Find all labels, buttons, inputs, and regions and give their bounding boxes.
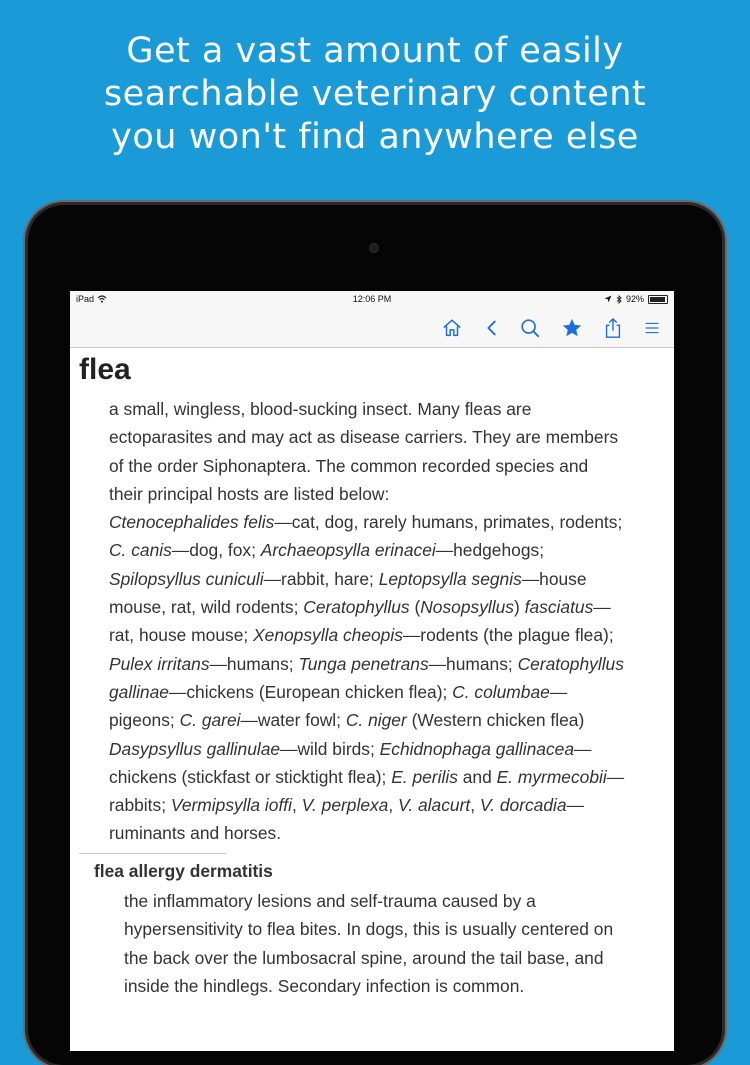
species-name: fasciatus xyxy=(524,597,594,618)
text-run: , xyxy=(388,795,399,816)
text-run: ruminants and horses. xyxy=(109,823,282,844)
species-name: C. columbae xyxy=(452,681,550,702)
text-run: —wild birds; xyxy=(280,738,380,759)
species-name: E. perilis xyxy=(391,766,458,787)
text-run: —chickens (European chicken flea); xyxy=(168,681,453,702)
text-run: mouse, rat, wild rodents; xyxy=(109,597,304,618)
menu-icon xyxy=(641,317,663,339)
entry-definition xyxy=(109,395,669,848)
status-bar xyxy=(70,291,674,308)
species-name: Archaeopsylla erinacei xyxy=(260,540,436,561)
entry-line xyxy=(109,763,669,791)
entry-line xyxy=(109,819,669,847)
text-run: —dog, fox; xyxy=(171,540,261,561)
text-run: chickens (stickfast or sticktight flea); xyxy=(109,766,392,787)
species-name: V. perplexa xyxy=(301,795,389,816)
home-icon xyxy=(441,317,463,339)
device-label: iPad xyxy=(76,294,95,304)
text-run: ectoparasites and may act as disease carriers. They are members xyxy=(109,427,619,448)
text-run: , xyxy=(292,795,302,816)
section-divider xyxy=(79,853,226,854)
species-name: V. dorcadia xyxy=(479,795,567,816)
text-run: — xyxy=(606,766,625,787)
species-name: Dasypsyllus gallinulae xyxy=(109,738,281,759)
entry-line xyxy=(109,395,669,423)
subentry-definition xyxy=(124,887,669,1000)
text-run: the back over the lumbosacral spine, around the tail base, and xyxy=(124,947,604,968)
search-icon xyxy=(519,317,541,339)
subentry-line xyxy=(124,972,669,1000)
text-run: —hedgehogs; xyxy=(435,540,545,561)
subentry-line xyxy=(124,944,669,972)
entry-line xyxy=(109,423,669,451)
species-name: Vermipsylla ioffi xyxy=(170,795,292,816)
text-run: and xyxy=(457,766,497,787)
species-name: E. myrmecobii xyxy=(496,766,607,787)
text-run: —rodents (the plague flea); xyxy=(402,625,614,646)
entry-line xyxy=(109,452,669,480)
text-run: ( xyxy=(409,597,421,618)
entry-title: flea xyxy=(79,353,131,386)
species-name: C. canis xyxy=(109,540,172,561)
species-name: C. niger xyxy=(345,710,407,731)
species-name: Echidnophaga gallinacea xyxy=(379,738,575,759)
species-name: Ceratophyllus xyxy=(517,653,624,674)
text-run: rat, house mouse; xyxy=(109,625,254,646)
text-run: a small, wingless, blood-sucking insect. Many fleas are xyxy=(109,399,532,419)
share-icon xyxy=(602,317,624,339)
text-run: —humans; xyxy=(209,653,299,674)
text-run: hypersensitivity to flea bites. In dogs, this is usually centered on xyxy=(124,919,614,940)
home-button[interactable] xyxy=(440,316,464,340)
text-run: (Western chicken flea) xyxy=(406,710,585,731)
text-run: —water fowl; xyxy=(240,710,346,731)
entry-line xyxy=(109,508,669,536)
species-name: Ceratophyllus xyxy=(303,597,410,618)
species-name: Xenopsylla cheopis xyxy=(253,625,403,646)
text-run: — xyxy=(566,795,584,816)
subentry-line xyxy=(124,915,669,943)
text-run: their principal hosts are listed below: xyxy=(109,483,390,504)
species-name: Leptopsylla segnis xyxy=(378,568,522,589)
entry-line xyxy=(109,735,669,763)
text-run: rabbits; xyxy=(109,795,171,816)
text-run: —cat, dog, rarely humans, primates, rodents; xyxy=(274,512,623,533)
ipad-frame xyxy=(28,205,722,1065)
text-run: ) xyxy=(514,597,525,618)
back-icon xyxy=(481,317,503,339)
headline-line-3: you won't find anywhere else xyxy=(111,117,639,157)
species-name: Tunga penetrans xyxy=(298,653,429,674)
status-right xyxy=(604,294,668,304)
location-icon xyxy=(604,295,612,303)
favorite-button[interactable] xyxy=(560,316,584,340)
entry-line xyxy=(109,536,669,564)
headline-line-2: searchable veterinary content xyxy=(103,74,647,114)
back-button[interactable] xyxy=(480,316,504,340)
entry-line xyxy=(109,678,669,706)
entry-line xyxy=(109,480,669,508)
menu-button[interactable] xyxy=(640,316,664,340)
toolbar xyxy=(70,308,674,348)
entry-line xyxy=(109,650,669,678)
species-name: Nosopsyllus xyxy=(420,597,515,618)
text-run: inside the hindlegs. Secondary infection is common. xyxy=(124,975,525,996)
entry-line xyxy=(109,565,669,593)
star-icon xyxy=(561,317,583,339)
text-run: —rabbit, hare; xyxy=(263,568,379,589)
species-name: Pulex irritans xyxy=(109,653,210,674)
text-run: —humans; xyxy=(428,653,518,674)
subentry-title[interactable]: flea allergy dermatitis xyxy=(94,861,273,881)
text-run: —house xyxy=(521,568,587,589)
species-name: V. alacurt xyxy=(398,795,471,816)
camera-icon xyxy=(369,243,379,253)
species-name: Ctenocephalides felis xyxy=(109,512,275,533)
battery-percent: 92% xyxy=(625,294,644,304)
entry-line xyxy=(109,593,669,621)
text-run: pigeons; xyxy=(109,710,180,731)
headline-line-1: Get a vast amount of easily xyxy=(126,31,624,71)
promo-headline xyxy=(0,30,750,159)
text-run: , xyxy=(470,795,480,816)
share-button[interactable] xyxy=(601,316,625,340)
battery-fill xyxy=(650,297,665,302)
entry-line xyxy=(109,706,669,734)
species-name: Spilopsyllus cuniculi xyxy=(109,568,264,589)
species-name: C. garei xyxy=(179,710,241,731)
text-run: — xyxy=(574,738,592,759)
search-button[interactable] xyxy=(518,316,542,340)
text-run: the inflammatory lesions and self-trauma caused by a xyxy=(124,891,536,911)
bluetooth-icon xyxy=(616,295,622,304)
app-screen xyxy=(70,291,674,1051)
entry-line xyxy=(109,791,669,819)
text-run: — xyxy=(549,681,568,702)
text-run: — xyxy=(593,597,611,618)
status-time: 12:06 PM xyxy=(352,294,392,304)
species-name: gallinae xyxy=(109,681,169,702)
battery-icon xyxy=(648,295,668,304)
text-run: of the order Siphonaptera. The common recorded species and xyxy=(109,455,589,476)
entry-line xyxy=(109,621,669,649)
subentry-line xyxy=(124,887,669,915)
